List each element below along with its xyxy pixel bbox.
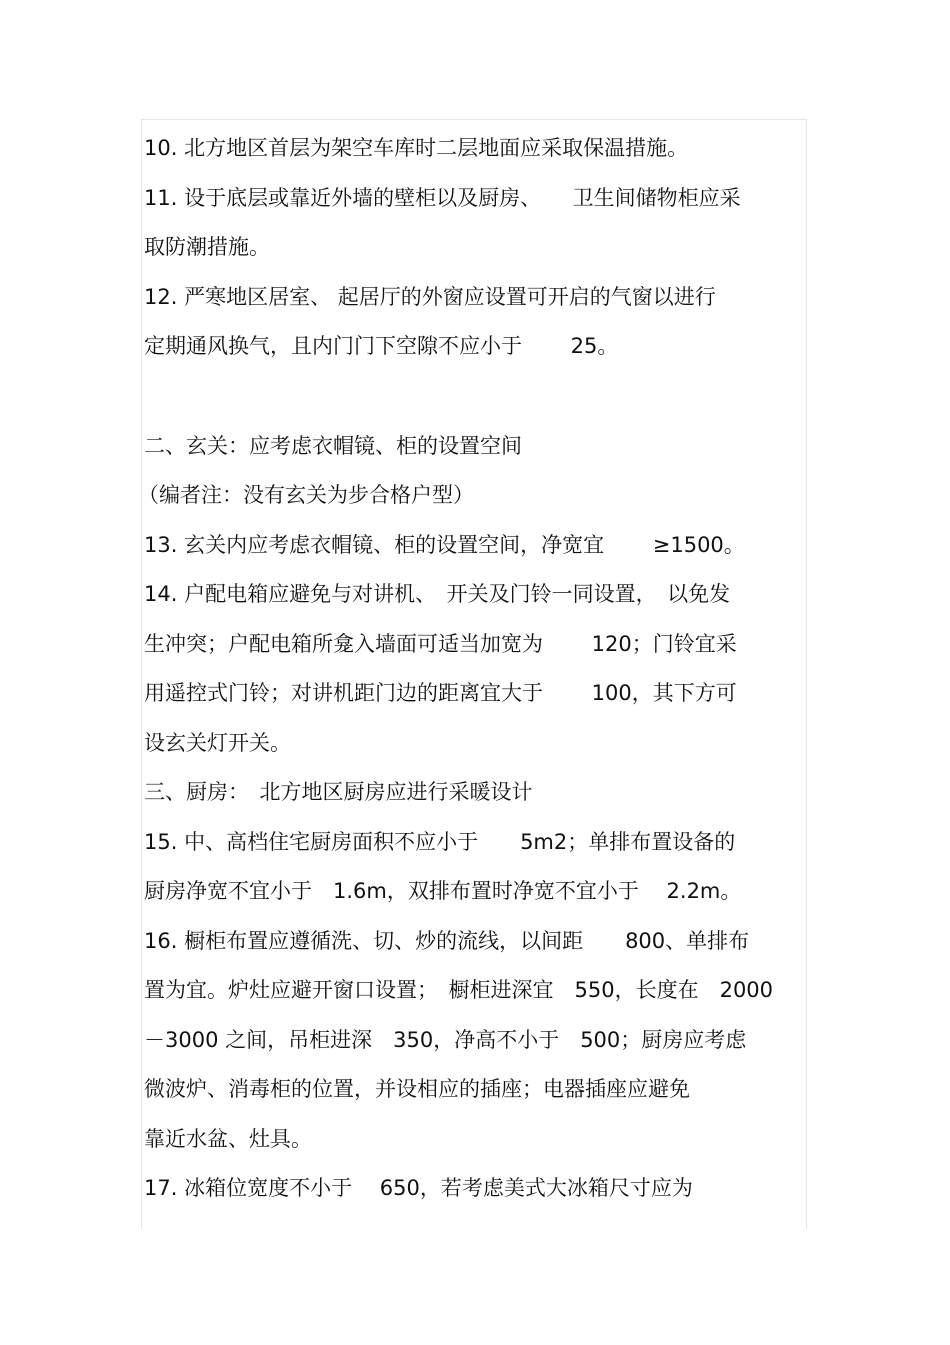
paragraph-line-11b: 取防潮措施。 <box>144 235 270 259</box>
document-body <box>138 124 814 1214</box>
paragraph-line-16b: 置为宜。炉灶应避开窗口设置； 橱柜进深宜 550，长度在 2000 <box>144 978 774 1002</box>
section-heading-kitchen: 三、厨房： 北方地区厨房应进行采暖设计 <box>144 780 533 804</box>
paragraph-line-11a: 11. 设于底层或靠近外墙的壁柜以及厨房、 卫生间储物柜应采 <box>144 185 741 210</box>
section-gap <box>144 372 814 422</box>
editor-note: （编者注：没有玄关为步合格户型） <box>138 483 474 507</box>
paragraph-line-12a: 12. 严寒地区居室、 起居厅的外窗应设置可开启的气窗以进行 <box>144 284 716 309</box>
paragraph-line-15b: 厨房净宽不宜小于 1.6m，双排布置时净宽不宜小于 2.2m。 <box>144 879 742 903</box>
paragraph-line-13: 13. 玄关内应考虑衣帽镜、柜的设置空间，净宽宜 ≥1500。 <box>144 532 745 557</box>
paragraph-line-16d: 微波炉、消毒柜的位置，并设相应的插座；电器插座应避免 <box>144 1077 690 1101</box>
paragraph-line-10: 10. 北方地区首层为架空车库时二层地面应采取保温措施。 <box>144 136 689 160</box>
paragraph-line-16c: －3000 之间，吊柜进深 350，净高不小于 500；厨房应考虑 <box>144 1027 747 1052</box>
paragraph-line-12b: 定期通风换气，且内门门下空隙不应小于 25。 <box>144 334 619 358</box>
paragraph-line-14b: 生冲突；户配电箱所龛入墙面可适当加宽为 120；门铃宜采 <box>144 631 737 656</box>
paragraph-line-14a: 14. 户配电箱应避免与对讲机、 开关及门铃一同设置， 以免发 <box>144 582 731 606</box>
paragraph-line-14d: 设玄关灯开关。 <box>144 730 291 755</box>
paragraph-line-15a: 15. 中、高档住宅厨房面积不应小于 5m2；单排布置设备的 <box>144 829 736 854</box>
paragraph-line-16e: 靠近水盆、灶具。 <box>144 1126 312 1151</box>
paragraph-line-16a: 16. 橱柜布置应遵循洗、切、炒的流线，以间距 800、单排布 <box>144 928 750 953</box>
section-heading-entrance: 二、玄关：应考虑衣帽镜、柜的设置空间 <box>144 433 522 458</box>
paragraph-line-17: 17. 冰箱位宽度不小于 650，若考虑美式大冰箱尺寸应为 <box>144 1176 693 1200</box>
paragraph-line-14c: 用遥控式门铃；对讲机距门边的距离宜大于 100，其下方可 <box>144 681 737 705</box>
